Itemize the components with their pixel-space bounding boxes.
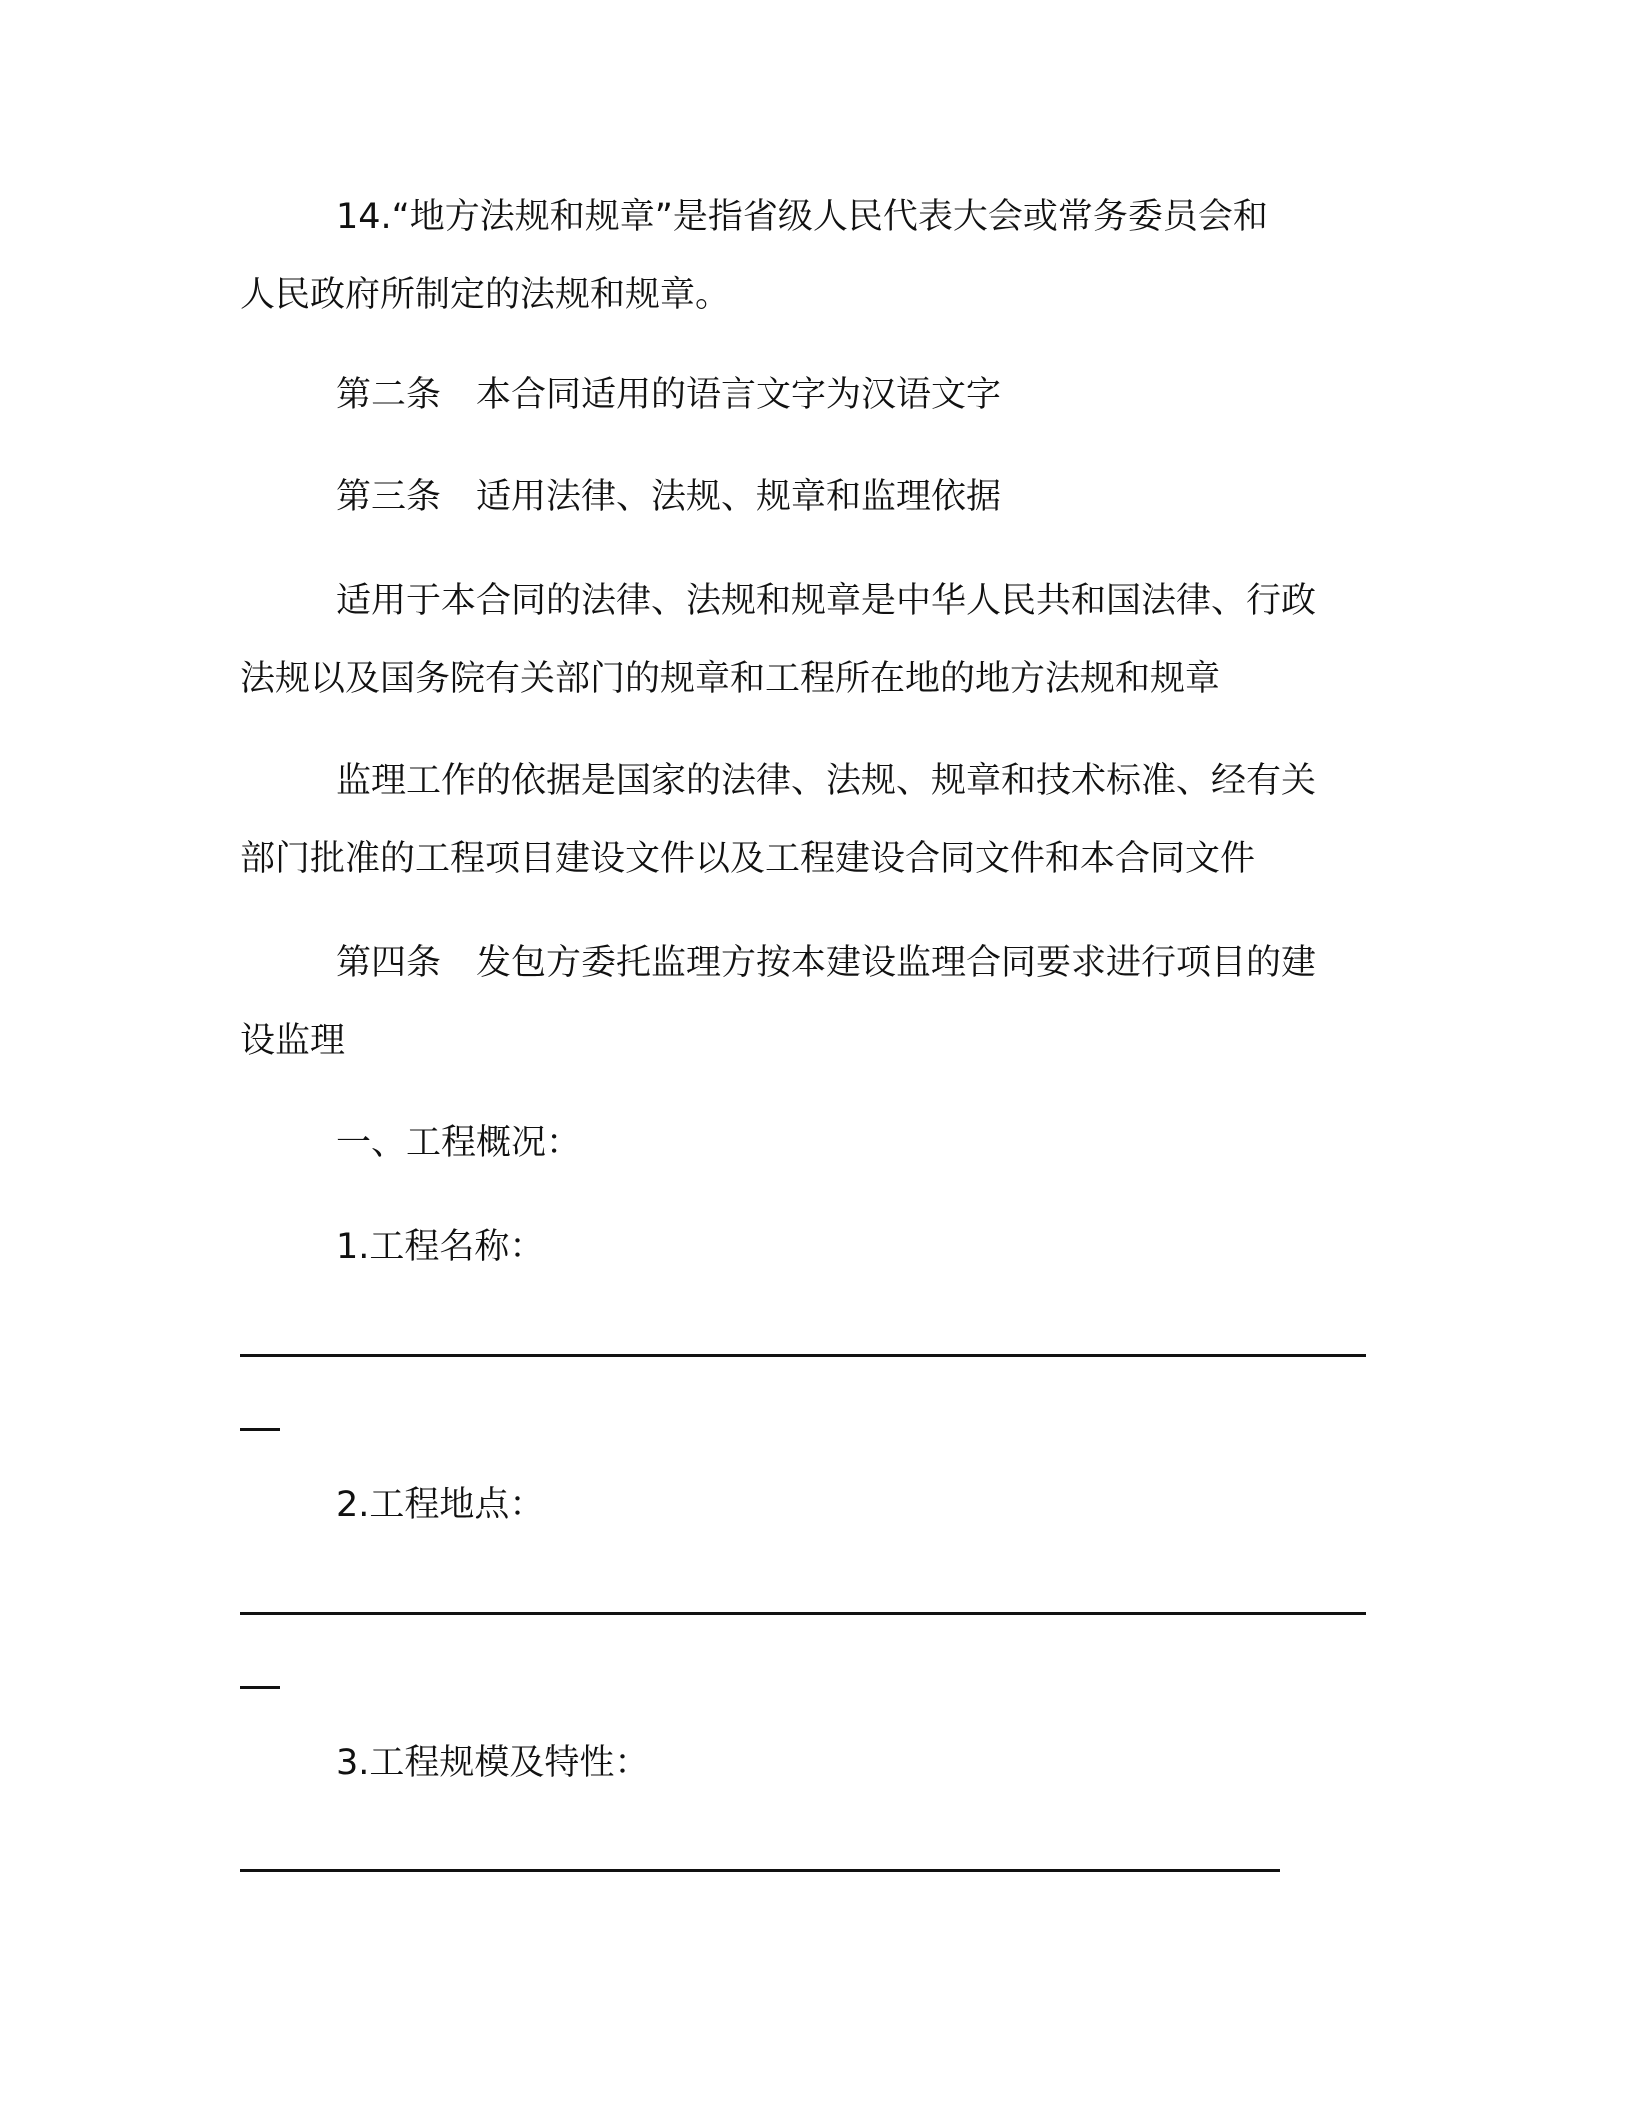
project-scale-label: 3.工程规模及特性： [336,1743,650,1783]
article-4-line-2: 设监理 [240,1021,346,1061]
article-2-heading: 第二条 本合同适用的语言文字为汉语文字 [336,375,1002,415]
clause-14-line-1: 14.“地方法规和规章”是指省级人民代表大会或常务委员会和 [336,197,1268,237]
supervision-basis-line-2: 部门批准的工程项目建设文件以及工程建设合同文件和本合同文件 [240,839,1256,879]
project-location-blank-line-1 [240,1612,1366,1615]
article-3-heading: 第三条 适用法律、法规、规章和监理依据 [336,477,1002,517]
clause-14-line-2: 人民政府所制定的法规和规章。 [240,275,731,315]
project-name-blank-line-2 [240,1428,280,1431]
project-scale-blank-line [240,1869,1280,1872]
applicable-law-line-2: 法规以及国务院有关部门的规章和工程所在地的地方法规和规章 [240,659,1221,699]
project-name-label: 1.工程名称： [336,1227,545,1267]
project-overview-heading: 一、工程概况： [336,1123,582,1163]
article-4-line-1: 第四条 发包方委托监理方按本建设监理合同要求进行项目的建 [336,943,1317,983]
applicable-law-line-1: 适用于本合同的法律、法规和规章是中华人民共和国法律、行政 [336,581,1317,621]
project-name-blank-line-1 [240,1354,1366,1357]
project-location-label: 2.工程地点： [336,1485,545,1525]
supervision-basis-line-1: 监理工作的依据是国家的法律、法规、规章和技术标准、经有关 [336,761,1317,801]
project-location-blank-line-2 [240,1686,280,1689]
